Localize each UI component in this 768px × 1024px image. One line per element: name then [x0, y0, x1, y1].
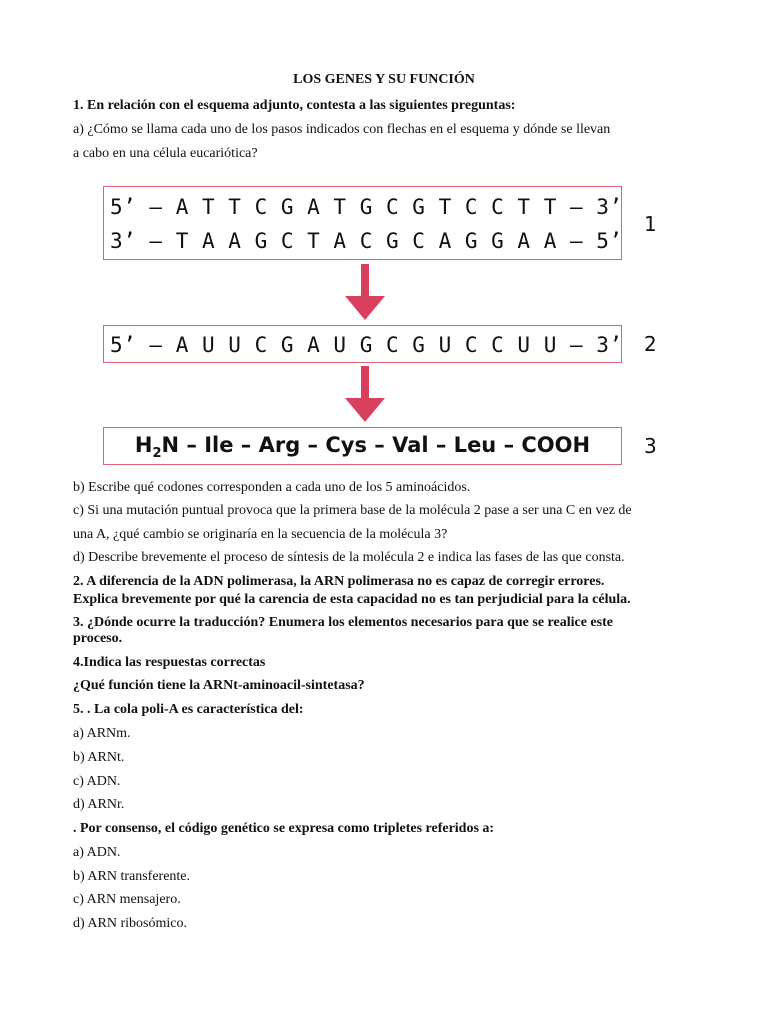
protein-chain: $H_2N$ – Ile – Arg – Cys – Val – Leu – COOH — [134, 433, 591, 462]
question-4-heading: 4.Indica las respuestas correctas — [73, 655, 266, 670]
arrow-down-icon — [344, 366, 386, 424]
question-5-option: d) ARNr. — [73, 797, 125, 812]
rna-strand: 5’ – A U U C G A U G C G U C C U U – 3’ — [110, 333, 623, 357]
step-label-3: 3 — [644, 434, 657, 458]
question-5-option: a) ARNm. — [73, 726, 131, 741]
question-5-heading: 5. . La cola poli-A es característica del: — [73, 702, 304, 717]
question-2-line-1: 2. A diferencia de la ADN polimerasa, la ARN polimerasa no es capaz de corregir errores. — [73, 574, 605, 589]
question-3-line-2: proceso. — [73, 631, 123, 646]
question-5-option: b) ARNt. — [73, 750, 125, 765]
question-1a-line-1: a) ¿Cómo se llama cada uno de los pasos indicados con flechas en el esquema y dónde se llevan — [73, 122, 611, 137]
dna-top-strand: 5’ – A T T C G A T G C G T C C T T – 3’ — [110, 195, 623, 219]
question-6-option: d) ARN ribosómico. — [73, 916, 187, 931]
question-1-heading: 1. En relación con el esquema adjunto, contesta a las siguientes preguntas: — [73, 98, 516, 113]
question-1b: b) Escribe qué codones corresponden a cada uno de los 5 aminoácidos. — [73, 480, 471, 495]
arrow-down-icon — [344, 264, 386, 322]
protein-box — [103, 427, 622, 465]
question-5-option: c) ADN. — [73, 774, 121, 789]
question-4-sub: ¿Qué función tiene la ARNt-aminoacil-sintetasa? — [73, 678, 365, 693]
question-1a-line-2: a cabo en una célula eucariótica? — [73, 146, 258, 161]
question-1c-line-1: c) Si una mutación puntual provoca que la primera base de la molécula 2 pase a ser una C en vez de — [73, 503, 632, 518]
rna-box — [103, 325, 622, 363]
step-label-1: 1 — [644, 212, 657, 236]
step-label-2: 2 — [644, 332, 657, 356]
question-1d: d) Describe brevemente el proceso de síntesis de la molécula 2 e indica las fases de las que consta. — [73, 550, 625, 565]
question-2-line-2: Explica brevemente por qué la carencia de esta capacidad no es tan perjudicial para la célula. — [73, 592, 631, 607]
question-6-option: b) ARN transferente. — [73, 869, 191, 884]
question-1c-line-2: una A, ¿qué cambio se originaría en la secuencia de la molécula 3? — [73, 527, 448, 542]
question-3-line-1: 3. ¿Dónde ocurre la traducción? Enumera los elementos necesarios para que se realice este — [73, 615, 613, 630]
question-6-option: c) ARN mensajero. — [73, 892, 181, 907]
question-6-heading: . Por consenso, el código genético se expresa como tripletes referidos a: — [73, 821, 495, 836]
dna-box — [103, 186, 622, 260]
question-6-option: a) ADN. — [73, 845, 121, 860]
page-title: LOS GENES Y SU FUNCIÓN — [293, 72, 475, 87]
dna-bottom-strand: 3’ – T A A G C T A C G C A G G A A – 5’ — [110, 229, 623, 253]
